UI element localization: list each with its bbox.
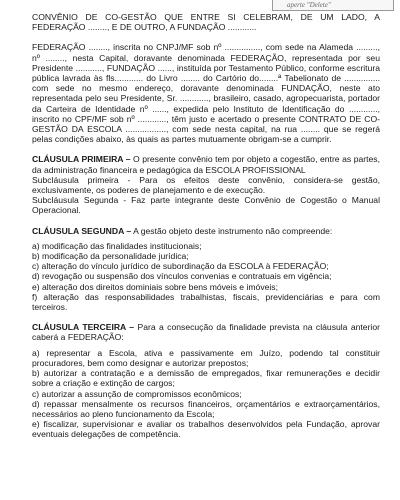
clause-second-item: c) alteração do vínculo jurídico de subordinação da ESCOLA à FEDERAÇÃO;: [32, 261, 329, 272]
clause-third-item: c) autorizar a assunção de compromissos econômicos;: [32, 388, 242, 399]
preamble-paragraph: FEDERAÇÃO ........, inscrita no CNPJ/MF sob nº ..............., com sede na Alameda ........., nº ........, nesta Capital, doravante denominada FEDERAÇÃO, representada por seu Presidente ..........., FUNDAÇÃO ......, instituída por Testamento Público, conforme escritura pública lavrada às fls............ do Livro ........ do Cartório do........ª Tabelionato de ............... com sede no mesmo endereço, doravante denominada FUNDAÇÃO, neste ato representada pelo seu Presidente, Sr. ............, brasileiro, casado, agropecuarista, portador da Carteira de Identidade nº ......, expedida pelo Instituto de Identificação do ............, inscrito no CPF/MF sob nº ............, têm justo e acertado o presente CONTRATO DE CO-GESTÃO DA ESCOLA ................., com sede nesta capital, na rua ........ que se regerá pelas condições abaixo, às quais as partes mutuamente obrigam-se a cumprir.: [32, 42, 380, 145]
clause-third-heading: CLÁUSULA TERCEIRA –: [32, 322, 135, 333]
clause-third: [32, 322, 380, 342]
clause-second-text: A gestão objeto deste instrumento não compreende:: [131, 225, 333, 236]
delete-hint: aperte "Delete": [272, 0, 394, 11]
clause-second-item: b) modificação da personalidade jurídica;: [32, 251, 189, 262]
clause-second-item: d) revogação ou suspensão dos vínculos convenias e contratuais em vigência;: [32, 271, 332, 282]
clause-second-heading: CLÁUSULA SEGUNDA –: [32, 225, 132, 236]
clause-second-item: f) alteração das responsabilidades trabalhistas, fiscais, previdenciárias e para com terceiros.: [32, 291, 380, 313]
clause-third-item: e) fiscalizar, supervisionar e avaliar os trabalhos desenvolvidos pela Fundação, aprovar eventuais delegações de competência.: [32, 419, 380, 440]
clause-third-item: b) autorizar a contratação e a demissão de empregados, fixar remunerações e decidir sobre a criação e extinção de cargos;: [32, 368, 380, 389]
clause-second-item: a) modificação das finalidades institucionais;: [32, 240, 202, 251]
document-body: [32, 12, 380, 440]
clause-first-text: O presente convênio tem por objeto a cogestão, entre as partes, da administração financeira e pedagógica da ESCOLA PROFISSIONAL: [32, 154, 380, 175]
clause-first-sub1: Subcláusula primeira - Para os efeitos deste convênio, considera-se gestão, exclusivamente, os poderes de planejamento e de execução.: [32, 174, 380, 196]
clause-second: [32, 226, 380, 236]
document-title: CONVÊNIO DE CO-GESTÃO QUE ENTRE SI CELEBRAM, DE UM LADO, A FEDERAÇÃO ........, E DE OUTRO, A FUNDAÇÃO ............: [32, 12, 380, 33]
clause-third-item: d) repassar mensalmente os recursos financeiros, orçamentários e extraorçamentários, necessários ao pleno funcionamento da Escola;: [32, 398, 380, 419]
clause-first: [32, 154, 380, 174]
clause-third-text: Para a consecução da finalidade prevista na cláusula anterior caberá a FEDERAÇÃO:: [32, 322, 380, 343]
clause-first-heading: CLÁUSULA PRIMEIRA –: [32, 154, 131, 165]
clause-third-item: a) representar a Escola, ativa e passivamente em Juízo, podendo tal constituir procuradores, bem como designar e autorizar prepostos;: [32, 347, 380, 368]
clause-second-item: e) alteração dos direitos dominiais sobre bens móveis e imóveis;: [32, 281, 278, 292]
clause-first-sub2: Subcláusula Segunda - Faz parte integrante deste Convênio de Cogestão o Manual Operacional.: [32, 195, 380, 216]
